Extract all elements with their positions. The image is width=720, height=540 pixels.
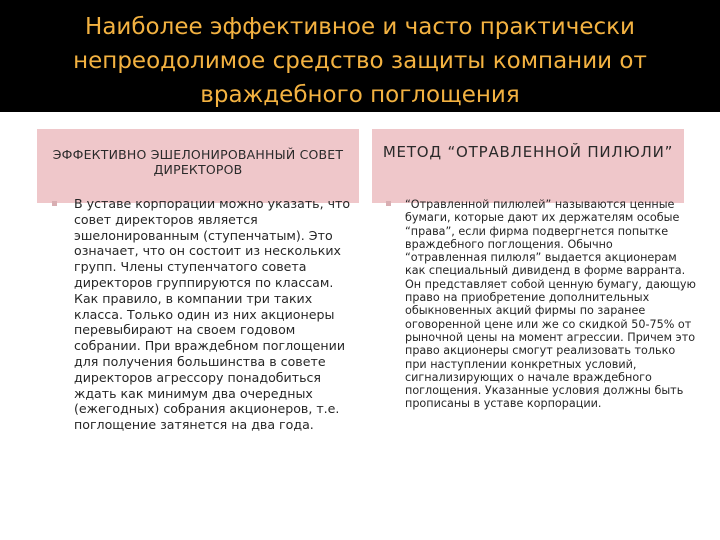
title-bar bbox=[0, 0, 720, 112]
left-bullet-icon bbox=[52, 201, 57, 206]
right-bullet-icon bbox=[386, 201, 391, 206]
left-column-heading-text: ЭФФЕКТИВНО ЭШЕЛОНИРОВАННЫЙ СОВЕТ ДИРЕКТОРОВ bbox=[52, 147, 344, 177]
slide-content bbox=[0, 112, 720, 540]
left-column-text: В уставе корпорации можно указать, что совет директоров является эшелонированным (ступенчатым). Это означает, что он состоит из нескольких групп. Члены ступенчатого совета директоров группируются по классам. Как правило, в компании три таких класса. Только один из них акционеры перевыбирают на своем годовом собрании. При враждебном поглощении для получения большинства в совете директоров агрессору понадобиться ждать как минимум два очередных (ежегодных) собрания акционеров, т.е. поглощение затянется на два года. bbox=[74, 196, 351, 433]
right-column-heading-text: МЕТОД “ОТРАВЛЕННОЙ ПИЛЮЛИ” bbox=[382, 143, 674, 161]
slide-title: Наиболее эффективное и часто практически непреодолимое средство защиты компании от враждебного поглощения bbox=[73, 14, 647, 108]
right-column-text: “Отравленной пилюлей” называются ценные бумаги, которые дают их держателям особые “права”, если фирма подвергнется попытке враждебного поглощения. Обычно “отравленная пилюля” выдается акционерам как специальный дивиденд в форме варранта. Он представляет собой ценную бумагу, дающую право на приобретение дополнительных обыкновенных акций фирмы по заранее оговоренной цене или же со скидкой 50-75% от рыночной цены на момент агрессии. Причем это право акционеры смогут реализовать только при наступлении конкретных условий, сигнализирующих о начале враждебного поглощения. Указанные условия должны быть прописаны в уставе корпорации. bbox=[405, 198, 696, 411]
left-column-heading bbox=[37, 129, 359, 203]
right-column-heading bbox=[372, 129, 684, 203]
